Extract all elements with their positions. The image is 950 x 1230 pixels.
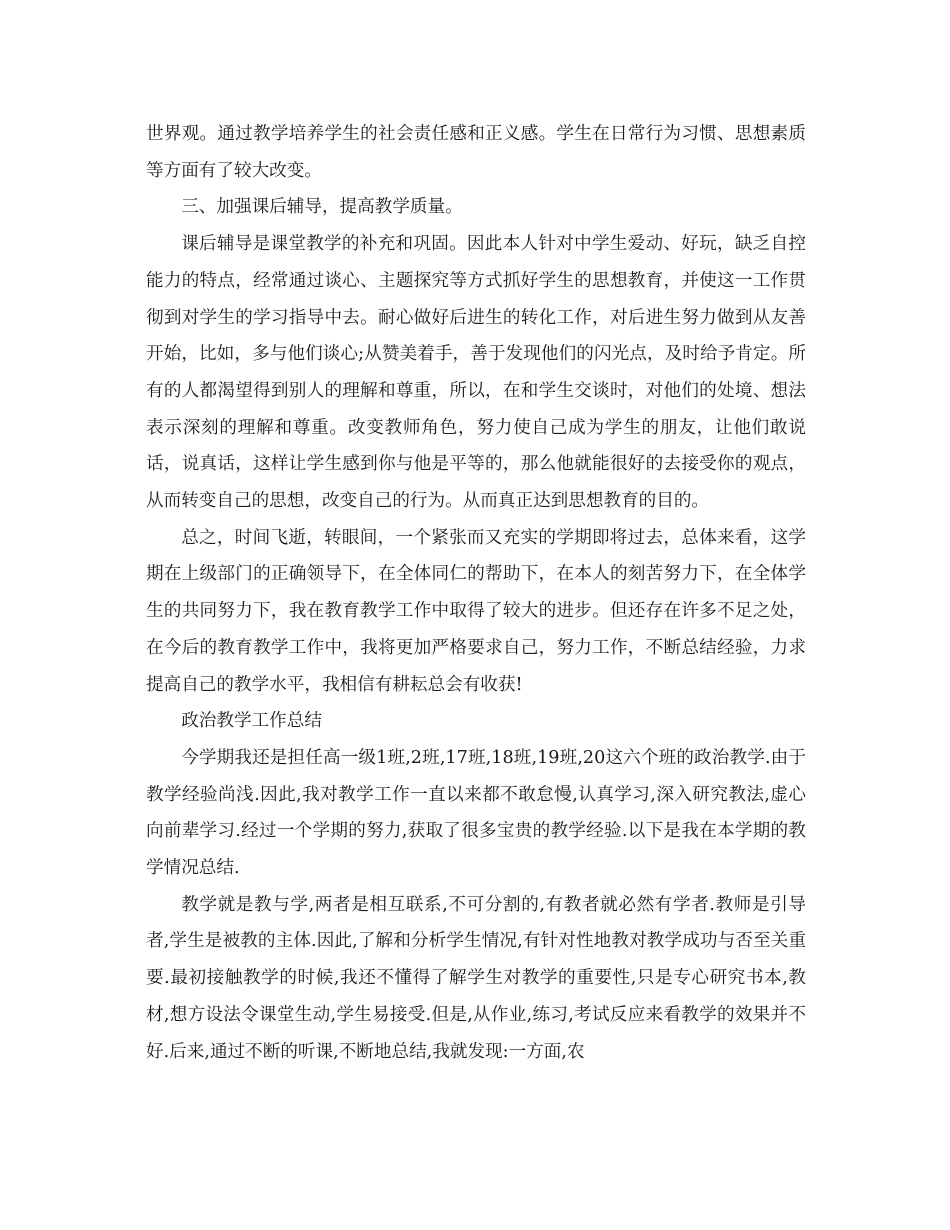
paragraph-1: 世界观。通过教学培养学生的社会责任感和正义感。学生在日常行为习惯、思想素质等方面有了较大改变。 <box>146 124 806 181</box>
paragraph-5: 教学就是教与学,两者是相互联系,不可分割的,有教者就必然有学者.教师是引导者,学生是被教的主体.因此,了解和分析学生情况,有针对性地教对教学成功与否至关重要.最初接触教学的时候,我还不懂得了解学生对教学的重要性,只是专心研究书本,教材,想方设法令课堂生动,学生易接受.但是,从作业,练习,考试反应来看教学的效果并不好.后来,通过不断的听课,不断地总结,我就发现:一方面,农 <box>146 894 806 1062</box>
paragraph-2: 课后辅导是课堂教学的补充和巩固。因此本人针对中学生爱动、好玩，缺乏自控能力的特点，经常通过谈心、主题探究等方式抓好学生的思想教育，并使这一工作贯彻到对学生的学习指导中去。耐心做好后进生的转化工作，对后进生努力做到从友善开始，比如，多与他们谈心;从赞美着手，善于发现他们的闪光点，及时给予肯定。所有的人都渴望得到别人的理解和尊重，所以，在和学生交谈时，对他们的处境、想法表示深刻的理解和尊重。改变教师角色，努力使自己成为学生的朋友，让他们敢说话，说真话，这样让学生感到你与他是平等的，那么他就能很好的去接受你的观点，从而转变自己的思想，改变自己的行为。从而真正达到思想教育的目的。 <box>146 234 806 512</box>
document-title: 政治教学工作总结 <box>181 711 322 732</box>
section-heading-3: 三、加强课后辅导，提高教学质量。 <box>181 197 463 218</box>
paragraph-4: 今学期我还是担任高一级1班,2班,17班,18班,19班,20这六个班的政治教学.由于教学经验尚浅.因此,我对教学工作一直以来都不敢怠慢,认真学习,深入研究教法,虚心向前辈学习.经过一个学期的努力,获取了很多宝贵的教学经验.以下是我在本学期的教学情况总结. <box>146 747 806 879</box>
document-body <box>146 116 806 1070</box>
paragraph-3: 总之，时间飞逝，转眼间，一个紧张而又充实的学期即将过去，总体来看，这学期在上级部门的正确领导下，在全体同仁的帮助下，在本人的刻苦努力下，在全体学生的共同努力下，我在教育教学工作中取得了较大的进步。但还存在许多不足之处，在今后的教育教学工作中，我将更加严格要求自己，努力工作，不断总结经验，力求提高自己的教学水平，我相信有耕耘总会有收获! <box>146 527 806 695</box>
